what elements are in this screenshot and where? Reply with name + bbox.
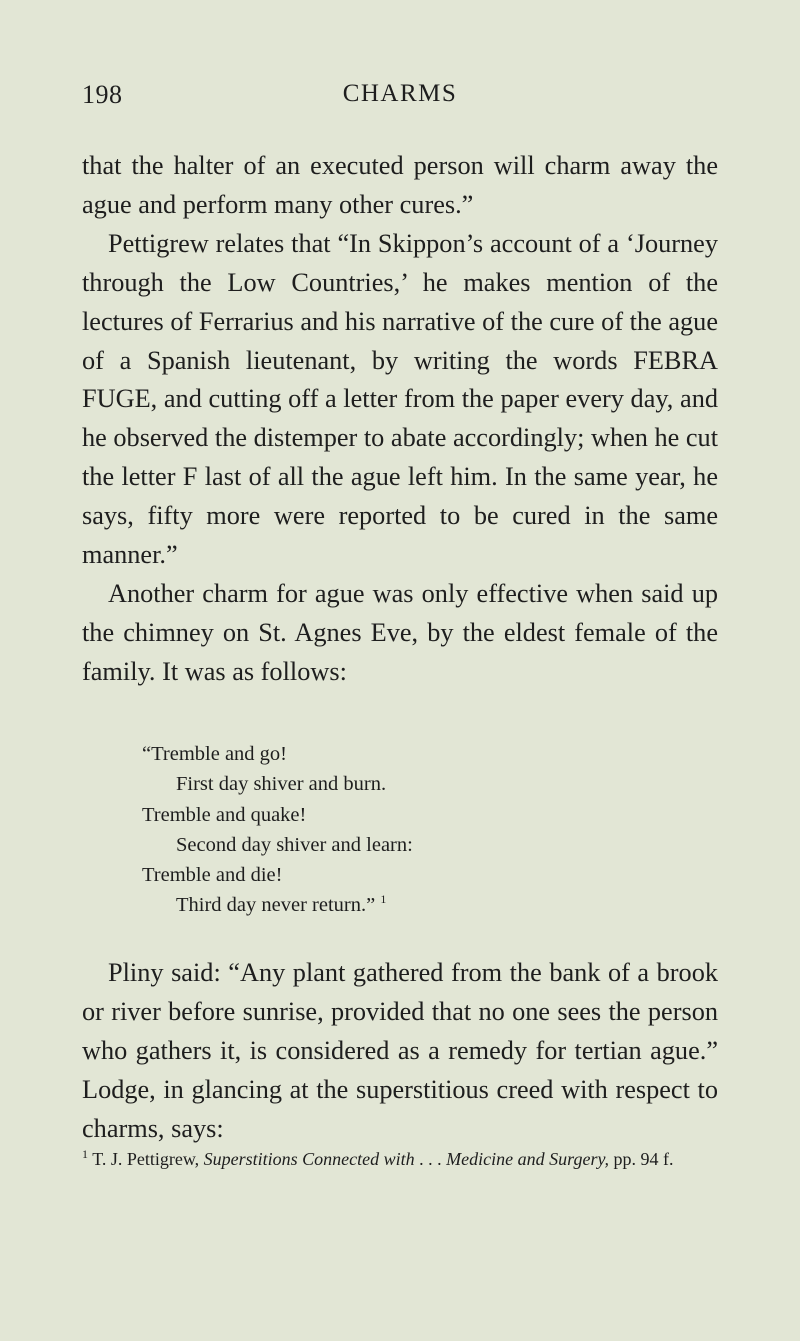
verse-line: Second day shiver and learn: [176, 833, 413, 856]
body-text [82, 147, 718, 692]
footnote-reference: 1 [380, 892, 387, 907]
verse-line-last [142, 890, 413, 920]
footnote-title-part2: Medicine and Surgery, [446, 1149, 609, 1169]
paragraph-continuation: that the halter of an executed person will charm away the ague and perform many other cures.” [82, 151, 718, 219]
footnote-pages: pp. 94 f. [613, 1149, 674, 1169]
paragraph-another-charm: Another charm for ague was only effective when said up the chimney on St. Agnes Eve, by the eldest female of the family. It was as follows: [82, 578, 718, 686]
verse-line: First day shiver and burn. [176, 773, 387, 796]
footnote [82, 1146, 718, 1172]
running-head: CHARMS [342, 80, 458, 107]
charm-verse [142, 739, 413, 921]
paragraph-pliny: Pliny said: “Any plant gathered from the bank of a brook or river before sunrise, provided that no one sees the person who gathers it, is considered as a remedy for tertian ague.” Lodge, in glancing at the superstitious creed with respect to charms, says: [82, 958, 718, 1143]
verse-line: “Tremble and go! [142, 743, 287, 765]
paragraph-pettigrew: Pettigrew relates that “In Skippon’s account of a ‘Journey through the Low Countries,’ he makes mention of the lectures of Ferrarius and his narrative of the cure of the ague of a Spanish lieutenant, by writing the words FEBRA FUGE, and cutting off a letter from the paper every day, and he observed the distemper to abate accordingly; when he cut the letter F last of all the ague left him. In the same year, he says, fifty more were reported to be cured in the same manner.” [82, 228, 719, 570]
page-number: 198 [82, 80, 123, 109]
page-header [0, 80, 800, 120]
body-text-closing [82, 954, 718, 1149]
verse-line: Tremble and quake! [142, 803, 307, 826]
footnote-marker: 1 [82, 1147, 88, 1161]
footnote-author: T. J. Pettigrew, [92, 1149, 200, 1169]
footnote-title-part1: Superstitions Connected with [203, 1149, 415, 1169]
verse-line: Tremble and die! [142, 864, 283, 887]
footnote-ellipsis: . . . [419, 1149, 442, 1169]
verse-line-text: Third day never return.” [176, 894, 376, 917]
